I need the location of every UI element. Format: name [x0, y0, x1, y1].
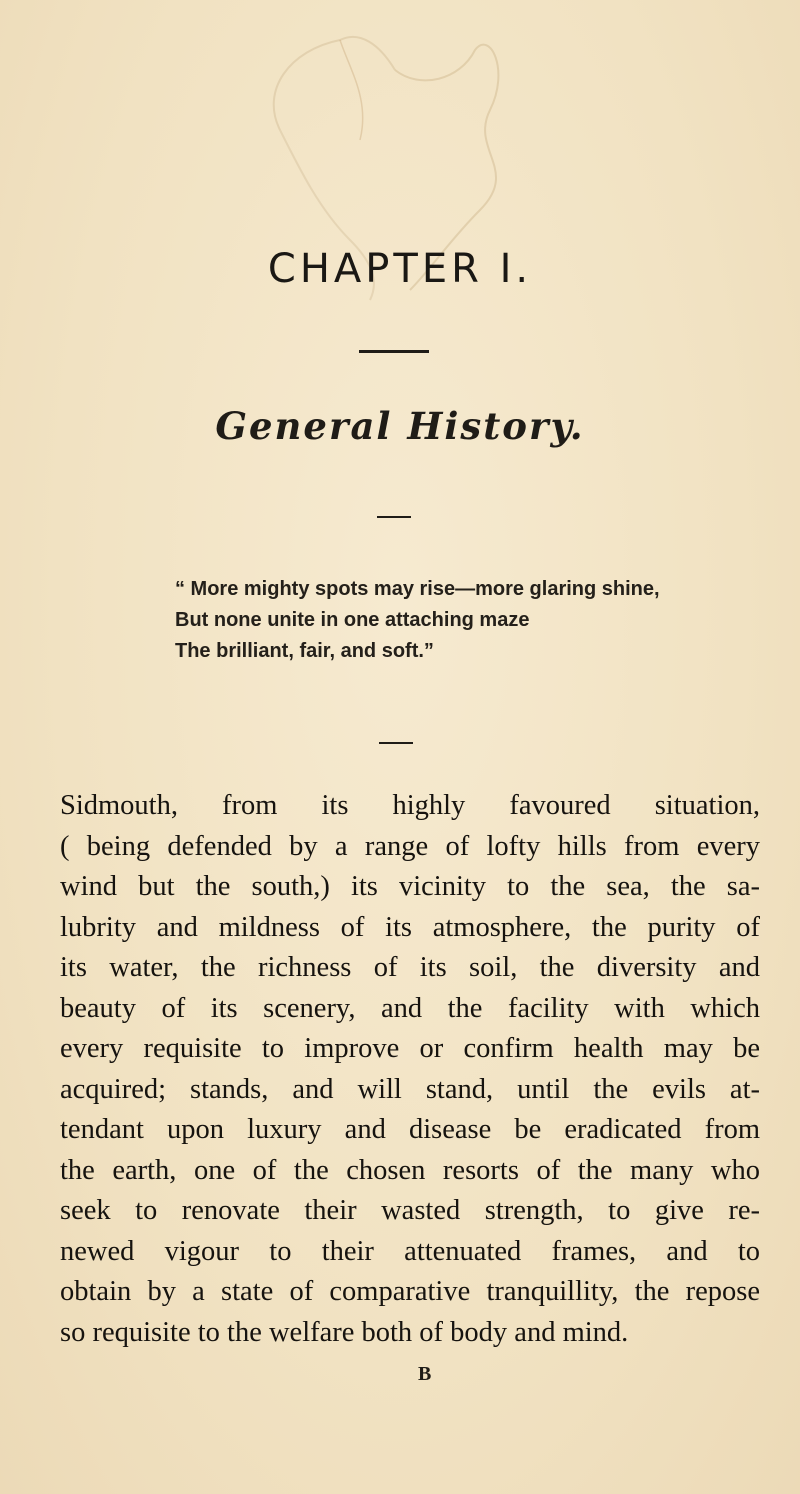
body-line: seek to renovate their wasted strength, to give re-	[60, 1195, 760, 1226]
body-line: its water, the richness of its soil, the diversity and	[60, 952, 760, 983]
section-subheading: General History.	[215, 404, 585, 448]
body-line: so requisite to the welfare both of body and mind.	[60, 1316, 629, 1348]
body-line: lubrity and mildness of its atmosphere, the purity of	[60, 911, 760, 943]
body-line: the earth, one of the chosen resorts of the many who	[60, 1154, 760, 1186]
epigraph-line: “ More mighty spots may rise—more glaring shine,	[175, 578, 660, 600]
body-line: ( being defended by a range of lofty hills from every	[60, 830, 760, 862]
body-line: newed vigour to their attenuated frames, and to	[60, 1235, 760, 1267]
signature-mark: B	[418, 1363, 432, 1385]
body-line: every requisite to improve or confirm health may be	[60, 1033, 760, 1064]
epigraph-line: But none unite in one attaching maze	[175, 609, 530, 631]
body-line: tendant upon luxury and disease be eradicated from	[60, 1114, 760, 1145]
epigraph-divider	[379, 742, 413, 744]
epigraph-line: The brilliant, fair, and soft.”	[175, 640, 434, 662]
body-paragraph	[60, 786, 760, 1353]
body-line: obtain by a state of comparative tranquillity, the repose	[60, 1276, 760, 1307]
title-divider	[359, 350, 429, 353]
chapter-title: CHAPTER I.	[267, 246, 533, 292]
subheading-divider	[377, 516, 411, 518]
body-line: beauty of its scenery, and the facility with which	[60, 992, 760, 1024]
body-line: Sidmouth, from its highly favoured situation,	[60, 790, 760, 821]
body-line: wind but the south,) its vicinity to the sea, the sa-	[60, 871, 760, 902]
body-line: acquired; stands, and will stand, until the evils at-	[60, 1073, 760, 1105]
epigraph	[175, 574, 755, 667]
